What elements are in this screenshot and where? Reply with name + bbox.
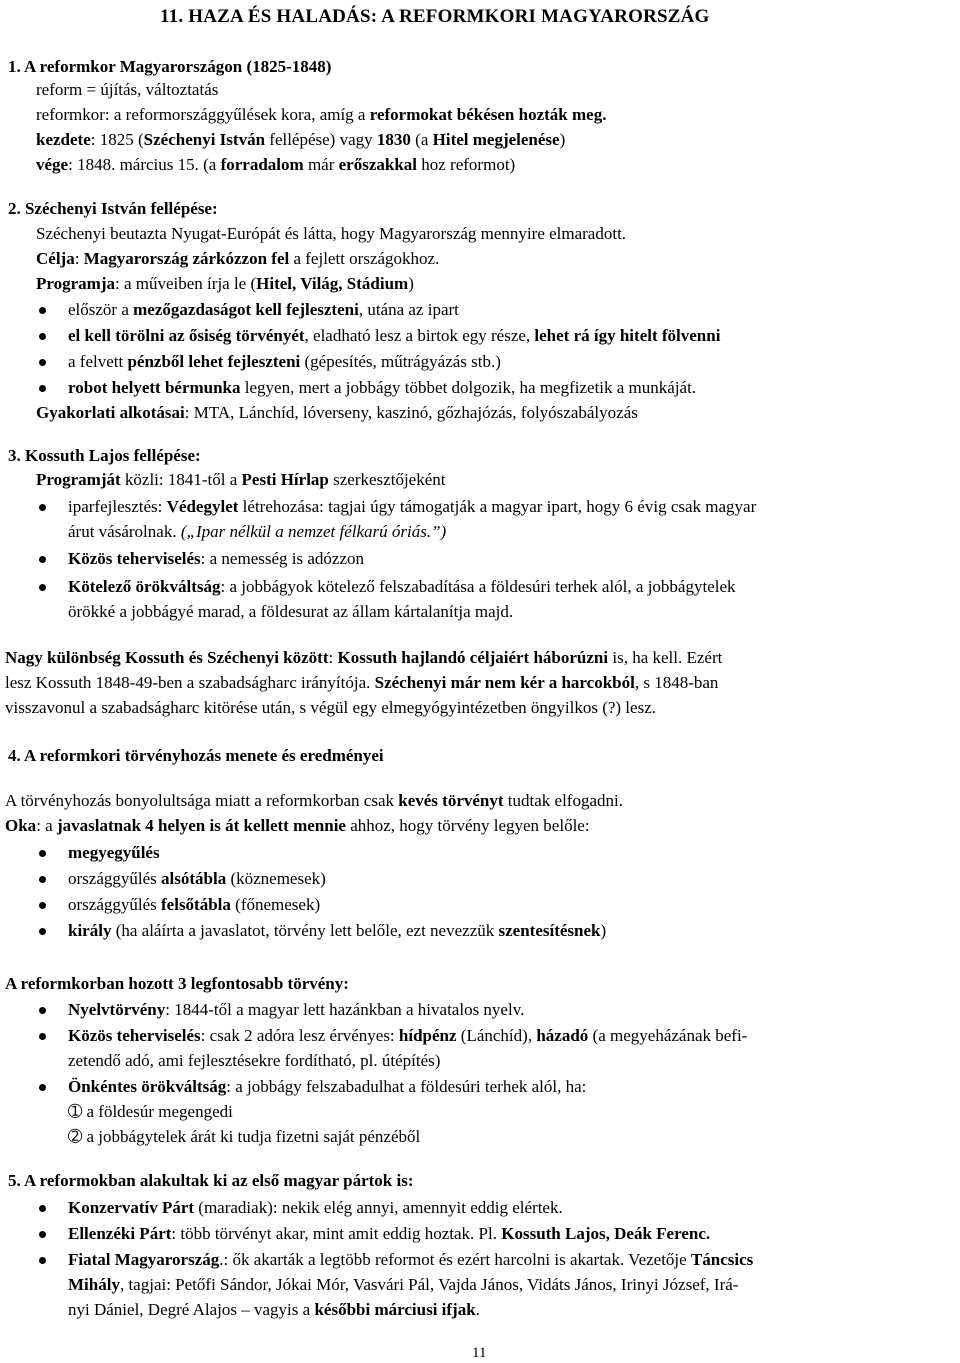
s5-bullet-3-cont: Mihály, tagjai: Petőfi Sándor, Jókai Mór, Vasvári Pál, Vajda János, Vidáts János, Irinyi József, Irá- — [68, 1275, 739, 1294]
s1-line-2: reformkor: a reformországgyűlések kora, amíg a reformokat békésen hozták meg. — [36, 105, 607, 124]
bullet-icon — [39, 584, 46, 591]
section-2-heading: 2. Széchenyi István fellépése: — [8, 199, 218, 218]
circled-one-icon: ➀ — [68, 1102, 83, 1121]
bullet-icon — [39, 928, 46, 935]
s4-line-1: A törvényhozás bonyolultsága miatt a reformkorban csak kevés törvényt tudtak elfogadni. — [5, 791, 623, 810]
section-3-heading: 3. Kossuth Lajos fellépése: — [8, 446, 201, 465]
s1-line-3: kezdete: 1825 (Széchenyi István fellépése) vagy 1830 (a Hitel megjelenése) — [36, 130, 566, 149]
s3-line-1: Programját közli: 1841-től a Pesti Hírlap szerkesztőjeként — [36, 470, 446, 489]
bullet-icon — [39, 307, 46, 314]
s2-line-1: Széchenyi beutazta Nyugat-Európát és látta, hogy Magyarország mennyire elmaradott. — [36, 224, 627, 243]
circled-two-icon: ➁ — [68, 1127, 83, 1146]
bullet-icon — [39, 1205, 46, 1212]
s3-para-line-2: lesz Kossuth 1848-49-ben a szabadságharc irányítója. Széchenyi már nem kér a harcokból, s 1848-ban — [5, 673, 719, 692]
s5-bullet-1: Konzervatív Párt (maradiak): nekik elég annyi, amennyit eddig elértek. — [68, 1198, 563, 1217]
s4-numbered-1: ➀ a földesúr megengedi — [68, 1102, 233, 1121]
page-title: 11. HAZA ÉS HALADÁS: A REFORMKORI MAGYARORSZÁG — [160, 6, 710, 27]
s4-bullet-2: országgyűlés alsótábla (köznemesek) — [68, 869, 326, 888]
s3-bullet-2: Közös teherviselés: a nemesség is adózzon — [68, 549, 364, 568]
s4-numbered-2: ➁ a jobbágytelek árát ki tudja fizetni saját pénzéből — [68, 1127, 421, 1146]
s4-bullet-3: országgyűlés felsőtábla (főnemesek) — [68, 895, 321, 914]
s3-bullet-3: Kötelező örökváltság: a jobbágyok kötelező felszabadítása a földesúri terhek alól, a jobbágytelek — [68, 577, 736, 596]
s4-line-2: Oka: a javaslatnak 4 helyen is át kellett mennie ahhoz, hogy törvény legyen belőle: — [5, 816, 590, 835]
bullet-icon — [39, 1007, 46, 1014]
s2-bullet-4: robot helyett bérmunka legyen, mert a jobbágy többet dolgozik, ha megfizetik a munkáját. — [68, 378, 697, 397]
s2-line-3: Programja: a műveiben írja le (Hitel, Világ, Stádium) — [36, 274, 414, 293]
s2-line-2: Célja: Magyarország zárkózzon fel a fejlett országokhoz. — [36, 249, 440, 268]
bullet-icon — [39, 902, 46, 909]
bullet-icon — [39, 333, 46, 340]
s4-subheading: A reformkorban hozott 3 legfontosabb törvény: — [5, 974, 349, 993]
bullet-icon — [39, 504, 46, 511]
bullet-icon — [39, 556, 46, 563]
bullet-icon — [39, 1231, 46, 1238]
s3-bullet-1-cont: árut vásárolnak. („Ipar nélkül a nemzet félkarú óriás.”) — [68, 522, 447, 541]
bullet-icon — [39, 1033, 46, 1040]
s5-bullet-3: Fiatal Magyarország.: ők akarták a legtöbb reformot és ezért harcolni is akartak. Vezetője Táncsics — [68, 1250, 754, 1269]
section-1-heading: 1. A reformkor Magyarországon (1825-1848) — [8, 57, 332, 76]
s4-law-3: Önkéntes örökváltság: a jobbágy felszabadulhat a földesúri terhek alól, ha: — [68, 1077, 587, 1096]
s2-bullet-3: a felvett pénzből lehet fejleszteni (gépesítés, műtrágyázás stb.) — [68, 352, 501, 371]
s4-bullet-1: megyegyűlés — [68, 843, 160, 862]
s3-para-line-1: Nagy különbség Kossuth és Széchenyi között: Kossuth hajlandó céljaiért háborúzni is, ha kell. Ezért — [5, 648, 723, 667]
s1-line-4: vége: 1848. március 15. (a forradalom már erőszakkal hoz reformot) — [36, 155, 516, 174]
s4-bullet-4: király (ha aláírta a javaslatot, törvény lett belőle, ezt nevezzük szentesítésnek) — [68, 921, 607, 940]
s3-bullet-3-cont: örökké a jobbágyé marad, a földesurat az állam kártalanítja majd. — [68, 602, 514, 621]
s5-bullet-2: Ellenzéki Párt: több törvényt akar, mint amit eddig hoztak. Pl. Kossuth Lajos, Deák Ferenc. — [68, 1224, 711, 1243]
s4-law-1: Nyelvtörvény: 1844-től a magyar lett hazánkban a hivatalos nyelv. — [68, 1000, 525, 1019]
s2-bullet-2: el kell törölni az ősiség törvényét, eladható lesz a birtok egy része, lehet rá így hitelt fölvenni — [68, 326, 721, 345]
section-4-heading: 4. A reformkori törvényhozás menete és eredményei — [8, 746, 384, 765]
bullet-icon — [39, 850, 46, 857]
s2-line-4: Gyakorlati alkotásai: MTA, Lánchíd, lóverseny, kaszinó, gőzhajózás, folyószabályozás — [36, 403, 638, 422]
page-number: 11 — [472, 1345, 487, 1361]
s4-law-2-cont: zetendő adó, ami fejlesztésekre fordítható, pl. útépítés) — [68, 1051, 441, 1070]
s1-line-1: reform = újítás, változtatás — [36, 80, 219, 99]
s3-bullet-1: iparfejlesztés: Védegylet létrehozása: tagjai úgy támogatják a magyar ipart, hogy 6 évig csak magyar — [68, 497, 757, 516]
bullet-icon — [39, 385, 46, 392]
bullet-icon — [39, 359, 46, 366]
s2-bullet-1: először a mezőgazdaságot kell fejleszteni, utána az ipart — [68, 300, 459, 319]
bullet-icon — [39, 1257, 46, 1264]
bullet-icon — [39, 1084, 46, 1091]
bullet-icon — [39, 876, 46, 883]
section-5-heading: 5. A reformokban alakultak ki az első magyar pártok is: — [8, 1171, 414, 1190]
s5-bullet-3-cont-2: nyi Dániel, Degré Alajos – vagyis a későbbi márciusi ifjak. — [68, 1300, 480, 1319]
s3-para-line-3: visszavonul a szabadságharc kitörése után, s végül egy elmegyógyintézetben öngyilkos (?) lesz. — [5, 698, 656, 717]
s4-law-2: Közös teherviselés: csak 2 adóra lesz érvényes: hídpénz (Lánchíd), házadó (a megyeházának befi- — [68, 1026, 748, 1045]
